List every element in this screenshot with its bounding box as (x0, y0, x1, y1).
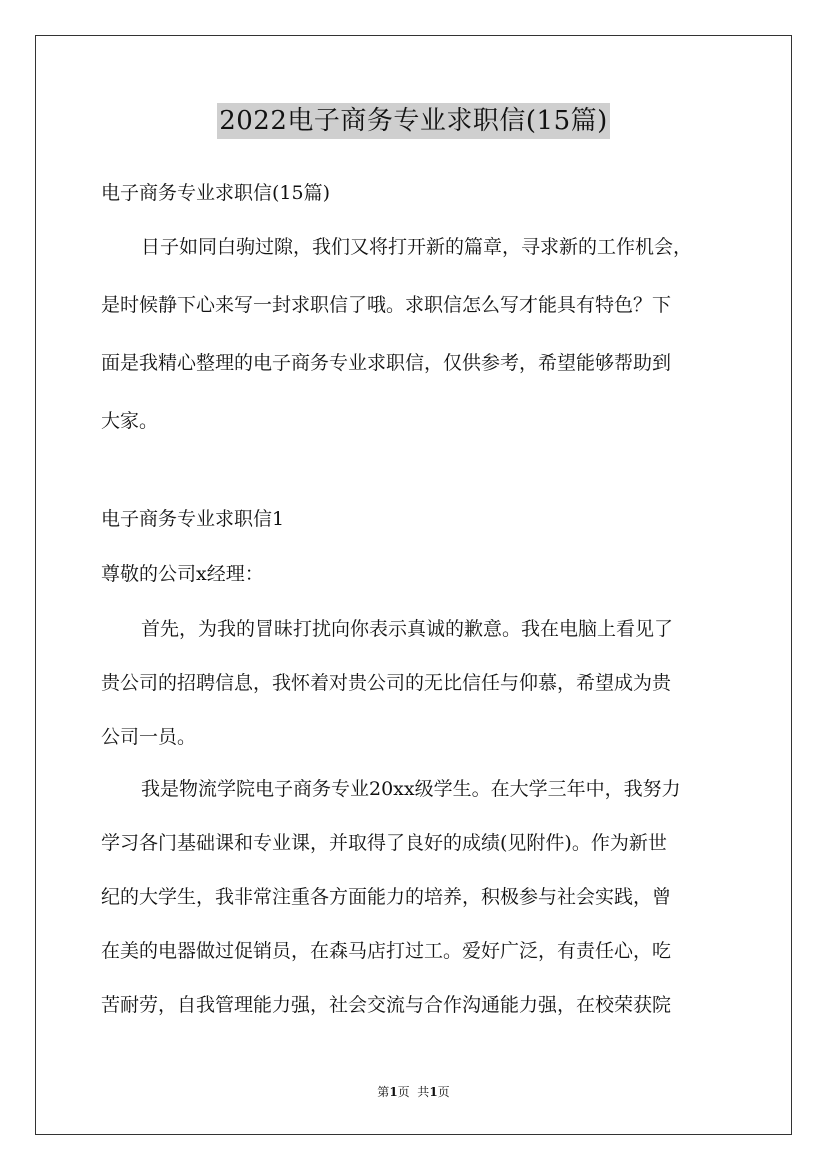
paragraph-line: 我是物流学院电子商务专业20xx级学生。在大学三年中，我努力 (141, 778, 681, 800)
footer-page-total: 1 (429, 1085, 438, 1099)
intro-line: 大家。 (101, 410, 159, 432)
footer-page-prefix: 第 (377, 1085, 390, 1099)
intro-line: 是时候静下心来写一封求职信了哦。求职信怎么写才能具有特色？下 (101, 294, 672, 316)
letter-paragraph-1 (101, 612, 741, 774)
subtitle (101, 176, 741, 210)
section-title (101, 502, 741, 536)
paragraph-line: 首先，为我的冒昧打扰向你表示真诚的歉意。我在电脑上看见了 (141, 618, 674, 640)
section-title-text: 电子商务专业求职信1 (101, 508, 285, 530)
title-container (0, 103, 827, 139)
paragraph-line: 公司一员。 (101, 726, 197, 748)
paragraph-line: 苦耐劳，自我管理能力强，社会交流与合作沟通能力强，在校荣获院 (101, 994, 672, 1016)
subtitle-text: 电子商务专业求职信(15篇) (101, 182, 331, 204)
footer-page-number: 1 (389, 1085, 398, 1099)
salutation-text: 尊敬的公司x经理： (101, 563, 264, 585)
intro-line: 日子如同白驹过隙，我们又将打开新的篇章，寻求新的工作机会， (141, 236, 693, 258)
intro-line: 面是我精心整理的电子商务专业求职信，仅供参考，希望能够帮助到 (101, 352, 672, 374)
paragraph-line: 在美的电器做过促销员，在森马店打过工。爱好广泛，有责任心，吃 (101, 940, 672, 962)
paragraph-line: 学习各门基础课和专业课，并取得了良好的成绩(见附件)。作为新世 (101, 832, 667, 854)
paragraph-line: 贵公司的招聘信息，我怀着对贵公司的无比信任与仰慕，希望成为贵 (101, 672, 672, 694)
letter-paragraph-2 (101, 772, 741, 1042)
footer-page-mid: 页 共 (397, 1085, 430, 1099)
page-footer (0, 1083, 827, 1101)
intro-paragraph (101, 230, 741, 462)
salutation (101, 557, 741, 591)
footer-page-suffix: 页 (437, 1085, 450, 1099)
paragraph-line: 纪的大学生，我非常注重各方面能力的培养，积极参与社会实践，曾 (101, 886, 672, 908)
document-title: 2022电子商务专业求职信(15篇) (217, 103, 610, 139)
